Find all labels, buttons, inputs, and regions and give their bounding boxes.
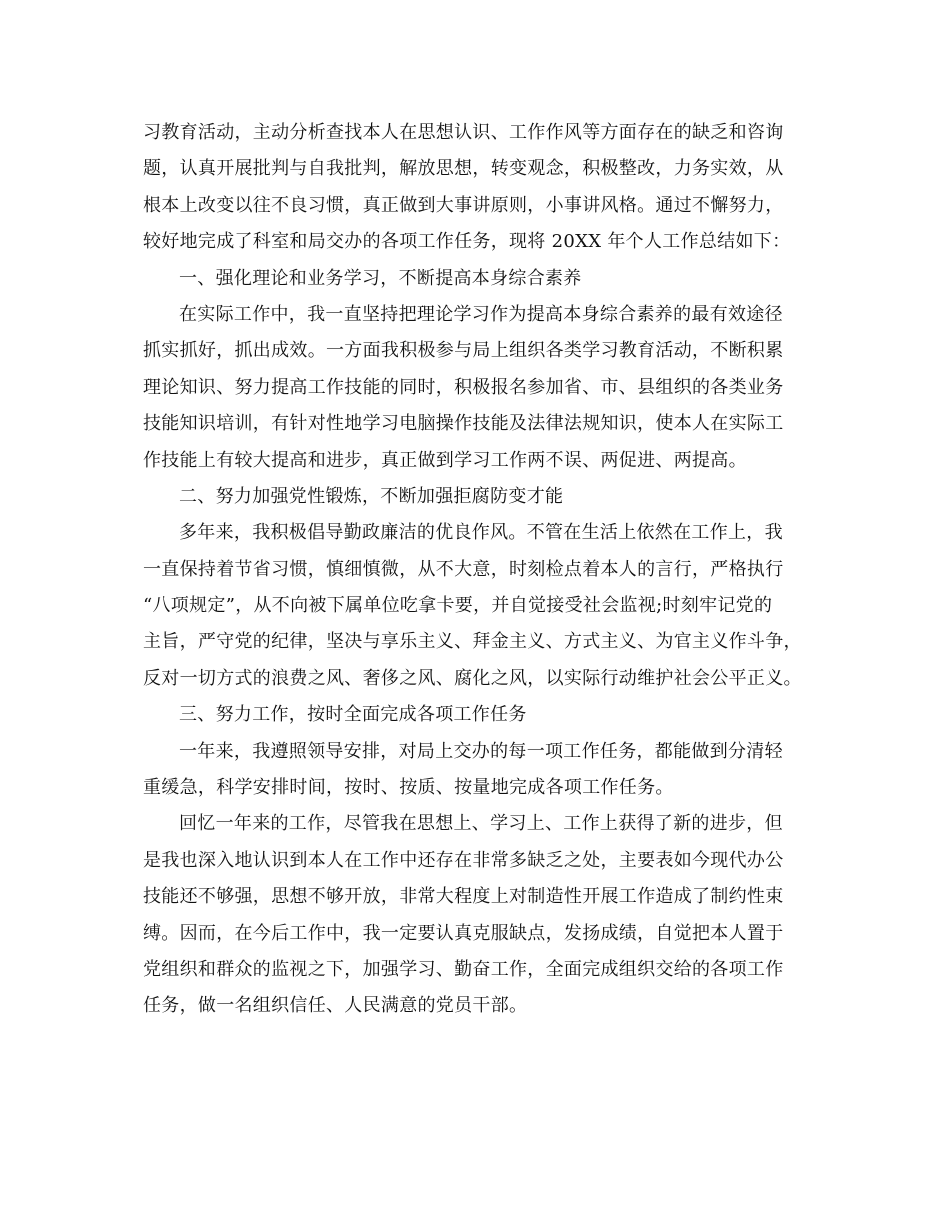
paragraph-start-line: 在实际工作中，我一直坚持把理论学习作为提高本身综合素养的最有效途径 (179, 303, 783, 325)
text-line: 较好地完成了科室和局交办的各项工作任务，现将 20XX 年个人工作总结如下： (143, 231, 791, 253)
paragraph-start-line: 回忆一年来的工作，尽管我在思想上、学习上、工作上获得了新的进步，但 (179, 813, 783, 835)
text-line: 反对一切方式的浪费之风、奢侈之风、腐化之风，以实际行动维护社会公平正义。 (143, 667, 802, 689)
paragraph-start-line: 一年来，我遵照领导安排，对局上交办的每一项工作任务，都能做到分清轻 (179, 740, 783, 762)
text-line: 技能知识培训，有针对性地学习电脑操作技能及法律法规知识，使本人在实际工 (143, 413, 784, 435)
text-line: 理论知识、努力提高工作技能的同时，积极报名参加省、市、县组织的各类业务 (143, 376, 784, 398)
text-line: 缚。因而，在今后工作中，我一定要认真克服缺点，发扬成绩，自觉把本人置于 (143, 922, 784, 944)
text-line: 作技能上有较大提高和进步，真正做到学习工作两不误、两促进、两提高。 (143, 449, 747, 471)
section-heading: 一、强化理论和业务学习，不断提高本身综合素养 (179, 267, 582, 289)
section-heading: 三、努力工作，按时全面完成各项工作任务 (179, 704, 527, 726)
text-line: 重缓急，科学安排时间，按时、按质、按量地完成各项工作任务。 (143, 777, 674, 799)
text-line: 任务，做一名组织信任、人民满意的党员干部。 (143, 995, 528, 1017)
text-line: 一直保持着节省习惯，慎细慎微，从不大意，时刻检点着本人的言行，严格执行 (143, 558, 784, 580)
text-line: 习教育活动，主动分析查找本人在思想认识、工作作风等方面存在的缺乏和咨询 (143, 122, 784, 143)
text-line: 主旨，严守党的纪律，坚决与享乐主义、拜金主义、方式主义、为官主义作斗争， (143, 631, 802, 653)
text-line: “八项规定”，从不向被下属单位吃拿卡要，并自觉接受社会监视;时刻牢记党的 (143, 595, 773, 617)
text-line: 是我也深入地认识到本人在工作中还存在非常多缺乏之处，主要表如今现代办公 (143, 849, 784, 871)
text-line: 党组织和群众的监视之下，加强学习、勤奋工作，全面完成组织交给的各项工作 (143, 958, 784, 980)
document-body (143, 115, 813, 1025)
text-line: 根本上改变以往不良习惯，真正做到大事讲原则，小事讲风格。通过不懈努力， (143, 194, 784, 216)
text-line: 抓实抓好，抓出成效。一方面我积极参与局上组织各类学习教育活动，不断积累 (143, 340, 784, 362)
text-line: 技能还不够强，思想不够开放，非常大程度上对制造性开展工作造成了制约性束 (143, 886, 784, 908)
paragraph-start-line: 多年来，我积极倡导勤政廉洁的优良作风。不管在生活上依然在工作上，我 (179, 522, 783, 544)
section-heading: 二、努力加强党性锻炼，不断加强拒腐防变才能 (179, 485, 564, 507)
text-line: 题，认真开展批判与自我批判，解放思想，转变观念，积极整改，力务实效，从 (143, 158, 784, 180)
